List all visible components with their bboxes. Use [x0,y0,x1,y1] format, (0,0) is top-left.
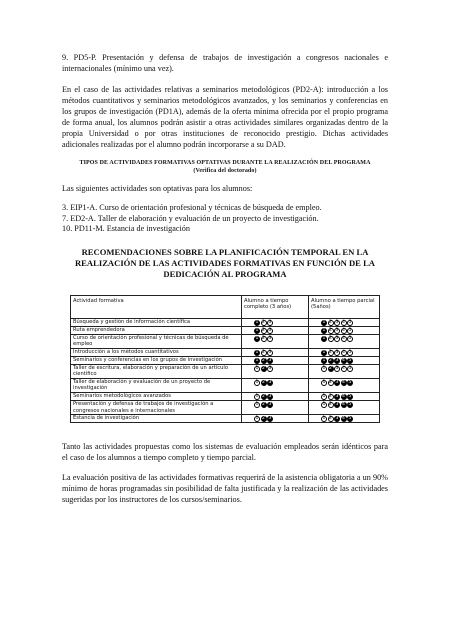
year-marker-1: 1 [255,357,259,363]
header-part-time: Alumno a tiempo parcial (5años) [309,295,380,318]
full-time-years [242,326,309,334]
part-time-years [309,334,380,348]
optional-activities-caption: TIPOS DE ACTIVIDADES FORMATIVAS OPTATIVAS DURANTE LA REALIZACIÓN DEL PROGRAMA (Verifica del doctorado) [79,160,371,174]
year-marker-1: 1 [322,416,326,422]
full-time-years [242,364,309,378]
part-time-years [309,318,380,326]
year-marker-5: 5 [348,327,352,333]
year-markers [311,357,353,364]
year-markers [244,394,273,401]
year-marker-2: 2 [262,319,265,325]
table-row [71,378,380,392]
year-markers [311,394,353,401]
year-marker-3: 3 [268,379,272,385]
year-marker-3: 3 [268,402,272,408]
full-time-years [242,378,309,392]
year-marker-5: 5 [348,402,352,408]
table-row [71,356,380,364]
table-row [71,401,380,415]
part-time-years [309,415,380,423]
full-time-years [242,415,309,423]
year-marker-1: 1 [322,357,326,363]
year-marker-2: 2 [329,365,332,371]
year-markers [311,379,353,386]
year-marker-3: 3 [268,394,272,400]
planning-table [70,295,380,424]
year-marker-2: 2 [262,357,265,363]
year-marker-4: 4 [342,319,345,325]
year-marker-1: 1 [255,335,259,341]
year-marker-4: 4 [342,327,345,333]
year-marker-3: 3 [335,394,339,400]
table-row [71,334,380,348]
table-row [71,348,380,356]
part-time-years [309,348,380,356]
paragraph-optativas: Las siguientes actividades son optativas para los alumnos: [62,184,253,193]
activity-name: Introducción a los métodos cuantitativos [71,348,242,356]
year-marker-2: 2 [262,327,265,333]
paragraph-pd5: 9. PD5-P. Presentación y defensa de trabajos de investigación a congresos nacionales e internacionales (mínimo una vez). [62,53,388,73]
activity-name: Búsqueda y gestión de información científica [71,318,242,326]
header-activity: Actividad formativa [71,295,242,318]
year-markers [311,349,353,356]
year-markers [244,357,273,364]
year-marker-2: 2 [329,357,332,363]
year-marker-3: 3 [268,319,272,325]
table-body [71,318,380,423]
year-marker-2: 2 [262,394,265,400]
year-markers [311,319,353,326]
part-time-years [309,356,380,364]
year-marker-2: 2 [262,349,265,355]
year-marker-3: 3 [335,379,339,385]
year-marker-5: 5 [348,394,352,400]
table-header-row [71,295,380,318]
list-item: 7. ED2-A. Taller de elaboración y evaluación de un proyecto de investigación. [62,213,319,223]
activity-name: Curso de orientación profesional y técnicas de búsqueda de empleo [71,334,242,348]
year-marker-2: 2 [329,349,332,355]
year-marker-5: 5 [348,357,352,363]
year-marker-3: 3 [268,349,272,355]
activity-name: Estancia de investigación [71,415,242,423]
part-time-years [309,364,380,378]
year-marker-4: 4 [342,357,345,363]
year-marker-2: 2 [329,402,332,408]
list-item: 3. EIP1-A. Curso de orientación profesional y técnicas de búsqueda de empleo. [62,203,322,212]
year-marker-3: 3 [268,335,272,341]
year-marker-5: 5 [348,319,352,325]
year-marker-5: 5 [348,416,352,422]
year-marker-2: 2 [262,379,265,385]
year-markers [244,319,273,326]
year-markers [311,335,353,342]
year-marker-1: 1 [255,394,259,400]
year-marker-2: 2 [329,394,332,400]
full-time-years [242,348,309,356]
year-marker-1: 1 [255,365,259,371]
full-time-years [242,318,309,326]
activity-name: Ruta emprendedora [71,326,242,334]
year-marker-3: 3 [268,416,272,422]
year-marker-2: 2 [329,319,332,325]
year-markers [244,402,273,409]
header-full-time: Alumno a tiempo completo (3 años) [242,295,309,318]
year-marker-2: 2 [262,365,265,371]
year-marker-5: 5 [348,379,352,385]
year-markers [244,349,273,356]
year-marker-2: 2 [329,416,332,422]
year-marker-4: 4 [342,335,345,341]
year-marker-3: 3 [335,327,339,333]
year-markers [311,365,353,372]
table-row [71,326,380,334]
year-markers [311,327,353,334]
part-time-years [309,378,380,392]
year-markers [244,416,273,423]
year-marker-1: 1 [255,379,259,385]
year-markers [244,379,273,386]
year-marker-2: 2 [329,327,332,333]
paragraph-asistencia: La evaluación positiva de las actividades formativas requerirá de la asistencia obligatoria a un 90% mínimo de horas programadas sin posibilidad de falta justificada y la realización de las actividades sugeridas por los instructores de los cursos/seminarios. [62,473,388,505]
year-marker-3: 3 [335,365,339,371]
year-marker-4: 4 [342,379,345,385]
year-marker-1: 1 [322,365,326,371]
activity-name: Taller de escritura, elaboración y preparación de un artículo científico [71,364,242,378]
paragraph-evaluacion: Tanto las actividades propuestas como los sistemas de evaluación empleados serán idénticos para el caso de los alumnos a tiempo completo y tiempo parcial. [62,442,388,463]
year-marker-1: 1 [322,319,326,325]
year-marker-2: 2 [329,379,332,385]
paragraph-seminarios: En el caso de las actividades relativas a seminarios metodológicos (PD2-A): introducción a los métodos cuantitativos y seminarios metodológicos avanzados, y los seminarios y conferencias en los grupos de investigación (PD1A), además de la oferta mínima ofrecida por el propio programa de forma anual, los alumnos podrán asistir a otras actividades similares organizadas dentro de la propia Universidad o por otras instituciones de reconocido prestigio. Dichas actividades adicionales realizadas por el alumno podrán incorporarse a su DAD. [62,85,388,149]
activity-name: Seminarios y conferencias en los grupos de investigación [71,356,242,364]
year-marker-1: 1 [322,335,326,341]
table-row [71,393,380,401]
year-marker-4: 4 [342,365,345,371]
year-marker-3: 3 [335,319,339,325]
year-marker-2: 2 [262,335,265,341]
year-marker-1: 1 [322,379,326,385]
year-marker-3: 3 [335,349,339,355]
year-marker-1: 1 [255,319,259,325]
year-marker-3: 3 [335,335,339,341]
document-page [62,52,388,505]
year-marker-3: 3 [268,357,272,363]
full-time-years [242,356,309,364]
activity-name: Presentación y defensa de trabajos de investigación a congresos nacionales e internacionales [71,401,242,415]
year-markers [244,335,273,342]
year-marker-3: 3 [335,402,339,408]
year-marker-2: 2 [262,402,265,408]
part-time-years [309,326,380,334]
year-marker-4: 4 [342,394,345,400]
year-marker-1: 1 [322,349,326,355]
year-marker-4: 4 [342,349,345,355]
year-marker-2: 2 [329,335,332,341]
list-item: 10. PD11-M. Estancia de investigación [62,224,190,233]
year-marker-1: 1 [255,349,259,355]
full-time-years [242,393,309,401]
year-marker-1: 1 [255,402,259,408]
part-time-years [309,401,380,415]
activity-name: Taller de elaboración y evaluación de un proyecto de investigación [71,378,242,392]
activity-name: Seminarios metodológicos avanzados [71,393,242,401]
year-marker-1: 1 [322,394,326,400]
year-marker-3: 3 [268,327,272,333]
table-row [71,364,380,378]
year-marker-5: 5 [348,335,352,341]
year-marker-1: 1 [255,327,259,333]
year-marker-1: 1 [255,416,259,422]
year-marker-3: 3 [335,416,339,422]
year-marker-5: 5 [348,349,352,355]
year-marker-5: 5 [348,365,352,371]
year-markers [311,402,353,409]
year-markers [311,416,353,423]
year-markers [244,327,273,334]
year-marker-4: 4 [342,402,345,408]
planning-heading: RECOMENDACIONES SOBRE LA PLANIFICACIÓN TEMPORAL EN LA REALIZACIÓN DE LAS ACTIVIDADES FORMATIVAS EN FUNCIÓN DE LA DEDICACIÓN AL PROGRAMA [74,246,376,279]
table-row [71,415,380,423]
year-markers [244,365,273,372]
year-marker-3: 3 [268,365,272,371]
year-marker-1: 1 [322,327,326,333]
full-time-years [242,401,309,415]
full-time-years [242,334,309,348]
year-marker-3: 3 [335,357,339,363]
optional-activities-list [62,203,388,235]
year-marker-2: 2 [262,416,265,422]
table-row [71,318,380,326]
part-time-years [309,393,380,401]
year-marker-1: 1 [322,402,326,408]
year-marker-4: 4 [342,416,345,422]
